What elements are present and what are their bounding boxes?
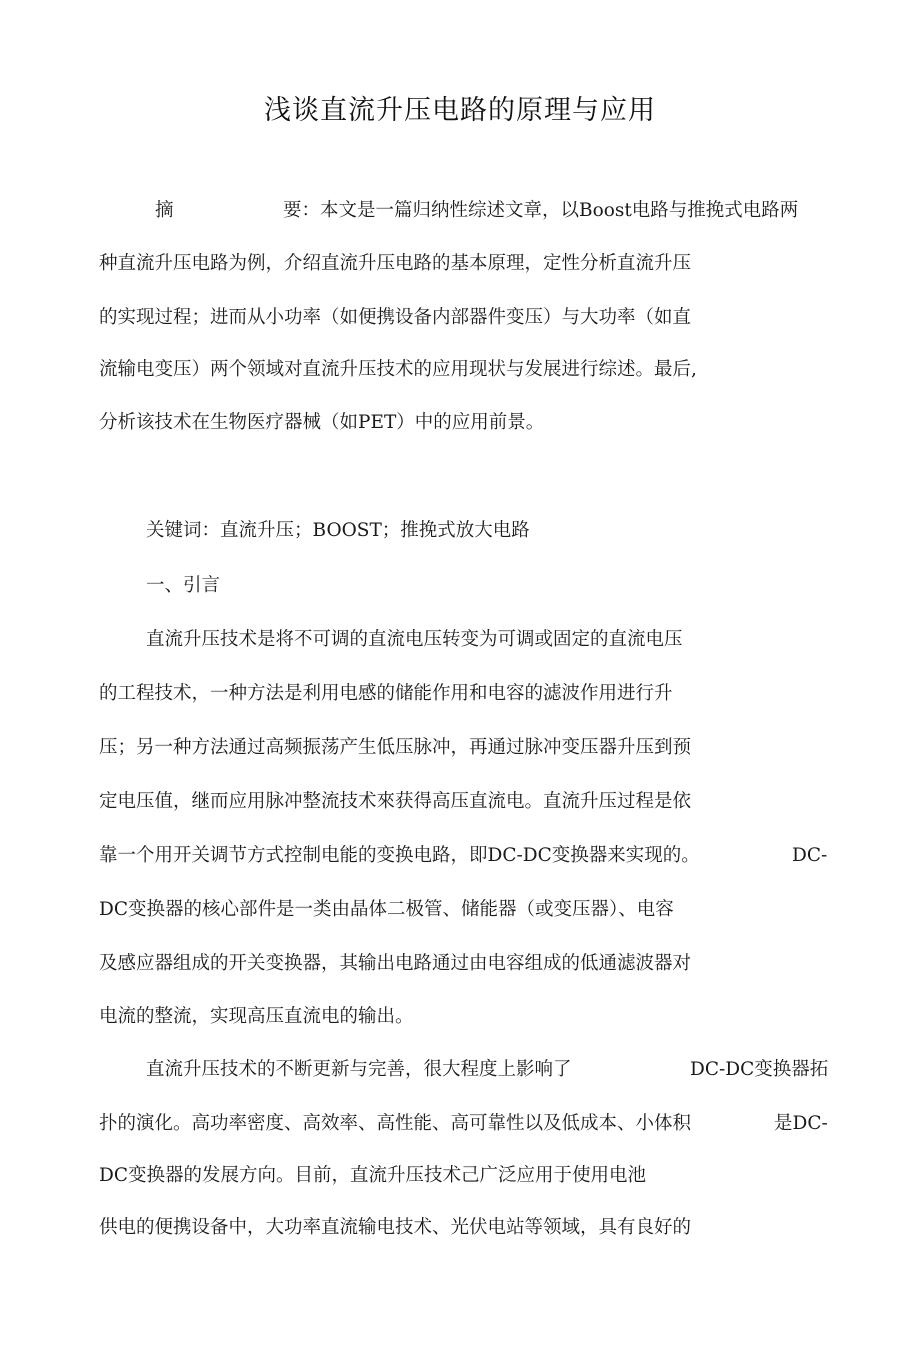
document-title: 浅谈直流升压电路的原理与应用: [264, 95, 656, 126]
paragraph-line-tail: DC-: [792, 845, 828, 866]
abstract-line-1: 本文是一篇归纳性综述文章，以Boost电路与推挽式电路两: [320, 200, 799, 221]
paragraph-line: 定电压值，继而应用脉冲整流技术來获得高压直流电。直流升压过程是依: [99, 791, 692, 812]
abstract-label-part2: 要：: [283, 200, 321, 221]
paragraph-line: 的工程技术，一种方法是利用电感的储能作用和电容的滤波作用进行升: [99, 683, 673, 704]
paragraph-line: 扑的演化。高功率密度、高效率、高性能、高可靠性以及低成本、小体积: [99, 1113, 692, 1134]
paragraph-line: 电流的整流，实现高压直流电的输出。: [99, 1006, 414, 1027]
abstract-label-part1: 摘: [155, 200, 174, 221]
paragraph-line: 压；另一种方法通过高频振荡产生低压脉冲，再通过脉冲变压器升压到预: [99, 737, 692, 758]
paragraph-line: 直流升压技术的不断更新与完善，很大程度上影响了: [146, 1059, 572, 1080]
paragraph-line: 及感应器组成的开关变换器，其输出电路通过由电容组成的低通滤波器对: [99, 953, 692, 974]
abstract-line-5: 分析该技术在生物医疗器械（如PET）中的应用前景。: [99, 412, 545, 433]
paragraph-line-tail: DC-DC变换器拓: [690, 1059, 829, 1080]
abstract-line-4: 流输电变压）两个领域对直流升压技术的应用现状与发展进行综述。最后,: [99, 359, 697, 380]
paragraph-line: 直流升压技术是将不可调的直流电压转变为可调或固定的直流电压: [146, 629, 683, 650]
paragraph-line: DC变换器的发展方向。目前，直流升压技术己广泛应用于使用电池: [99, 1165, 646, 1186]
section-heading-introduction: 一、引言: [146, 575, 221, 596]
abstract-line-2: 种直流升压电路为例，介绍直流升压电路的基本原理，定性分析直流升压: [99, 253, 692, 274]
abstract-line-3: 的实现过程；进而从小功率（如便携设备内部器件变压）与大功率（如直: [99, 307, 692, 328]
paragraph-line: DC变换器的核心部件是一类由晶体二极管、储能器（或变压器）、电容: [99, 899, 674, 920]
paragraph-line-tail: 是DC-: [774, 1113, 828, 1134]
paragraph-line: 靠一个用开关调节方式控制电能的变换电路，即DC-DC变换器来实现的。: [99, 845, 700, 866]
paragraph-line: 供电的便携设备中，大功率直流输电技术、光伏电站等领域，具有良好的: [99, 1217, 692, 1238]
keywords: 关键词：直流升压；BOOST；推挽式放大电路: [146, 520, 530, 541]
